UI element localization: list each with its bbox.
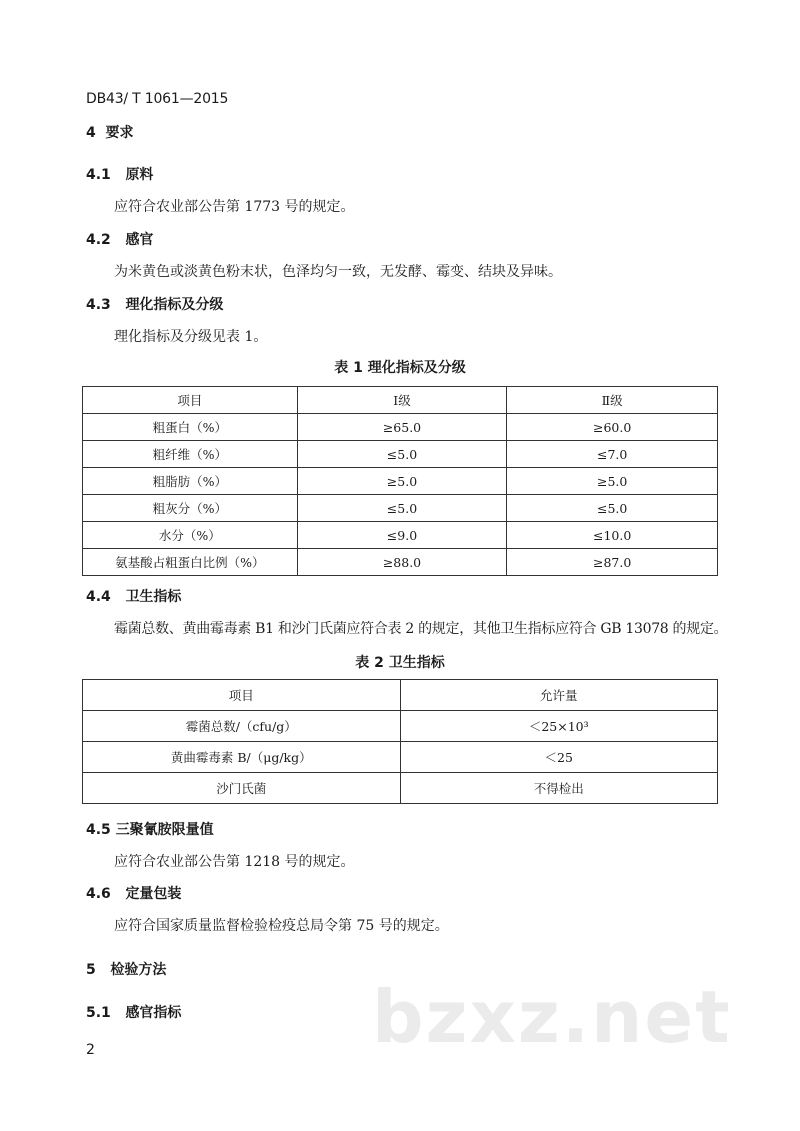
table-cell: ≥5.0	[297, 468, 507, 495]
table-header-row	[83, 680, 718, 711]
section-title: 卫生指标	[125, 589, 182, 605]
table-cell: 水分（%）	[83, 522, 298, 549]
table-row	[83, 414, 718, 441]
section-4-1-heading	[86, 164, 153, 184]
section-4-2-heading	[86, 229, 153, 249]
table-cell: ≤5.0	[297, 441, 507, 468]
section-title: 三聚氰胺限量值	[115, 822, 214, 838]
watermark: bzxz.net	[372, 975, 732, 1059]
table-cell: 不得检出	[400, 773, 718, 804]
table-cell: ≤5.0	[297, 495, 507, 522]
page-number: 2	[86, 1042, 95, 1058]
section-title: 感官指标	[125, 1005, 182, 1021]
table-header-cell: Ⅱ级	[507, 387, 718, 414]
section-4-6-body: 应符合国家质量监督检验检疫总局令第 75 号的规定。	[114, 918, 449, 934]
section-4-1-body: 应符合农业部公告第 1773 号的规定。	[114, 199, 355, 215]
standard-code: DB43/ T 1061—2015	[86, 91, 229, 107]
section-4-4-heading	[86, 586, 181, 606]
table-cell: ≤7.0	[507, 441, 718, 468]
section-number: 5.1	[86, 1005, 111, 1021]
table-row	[83, 441, 718, 468]
table-row	[83, 711, 718, 742]
table-cell: ＜25×10³	[400, 711, 718, 742]
table-header-cell: 项目	[83, 680, 401, 711]
section-number: 4.3	[86, 297, 111, 313]
section-5-heading	[86, 959, 166, 979]
table-row	[83, 522, 718, 549]
section-title: 理化指标及分级	[125, 297, 224, 313]
section-title: 检验方法	[110, 962, 167, 978]
section-title: 感官	[125, 232, 154, 248]
table-2	[82, 679, 718, 804]
section-number: 4.5	[86, 822, 111, 838]
table-cell: 粗纤维（%）	[83, 441, 298, 468]
section-4-2-body: 为米黄色或淡黄色粉末状，色泽均匀一致，无发酵、霉变、结块及异味。	[114, 264, 562, 280]
table-cell: ≤9.0	[297, 522, 507, 549]
table-header-row	[83, 387, 718, 414]
table-header-cell: Ⅰ级	[297, 387, 507, 414]
table-cell: 粗脂肪（%）	[83, 468, 298, 495]
table-1	[82, 386, 718, 576]
section-number: 5	[86, 962, 96, 978]
section-number: 4.1	[86, 167, 111, 183]
section-number: 4.6	[86, 886, 111, 902]
table-cell: 粗灰分（%）	[83, 495, 298, 522]
table-header-cell: 允许量	[400, 680, 718, 711]
table-cell: 氨基酸占粗蛋白比例（%）	[83, 549, 298, 576]
section-number: 4.2	[86, 232, 111, 248]
table-row	[83, 773, 718, 804]
table-header-cell: 项目	[83, 387, 298, 414]
section-4-heading	[86, 122, 134, 142]
table-cell: 霉菌总数/（cfu/g）	[83, 711, 401, 742]
table-cell: ≤5.0	[507, 495, 718, 522]
table-cell: ≥60.0	[507, 414, 718, 441]
table-cell: 黄曲霉毒素 B/（μg/kg）	[83, 742, 401, 773]
section-number: 4	[86, 125, 96, 141]
section-title: 要求	[105, 125, 134, 141]
section-4-3-heading	[86, 294, 223, 314]
section-4-5-body: 应符合农业部公告第 1218 号的规定。	[114, 854, 355, 870]
table-cell: ≥87.0	[507, 549, 718, 576]
table-cell: ≤10.0	[507, 522, 718, 549]
table-cell: ≥5.0	[507, 468, 718, 495]
section-4-4-body: 霉菌总数、黄曲霉毒素 B1 和沙门氏菌应符合表 2 的规定，其他卫生指标应符合 GB 13078 的规定。	[114, 621, 728, 637]
table-row	[83, 549, 718, 576]
table-2-caption: 表 2 卫生指标	[355, 655, 445, 671]
section-title: 原料	[125, 167, 154, 183]
table-cell: ≥88.0	[297, 549, 507, 576]
section-5-1-heading	[86, 1002, 181, 1022]
table-cell: 沙门氏菌	[83, 773, 401, 804]
section-4-6-heading	[86, 883, 181, 903]
table-cell: 粗蛋白（%）	[83, 414, 298, 441]
table-row	[83, 742, 718, 773]
section-4-3-body: 理化指标及分级见表 1。	[114, 329, 268, 345]
table-cell: ≥65.0	[297, 414, 507, 441]
table-row	[83, 495, 718, 522]
section-title: 定量包装	[125, 886, 182, 902]
table-1-caption: 表 1 理化指标及分级	[334, 360, 466, 376]
section-4-5-heading	[86, 819, 214, 839]
table-row	[83, 468, 718, 495]
table-cell: ＜25	[400, 742, 718, 773]
section-number: 4.4	[86, 589, 111, 605]
